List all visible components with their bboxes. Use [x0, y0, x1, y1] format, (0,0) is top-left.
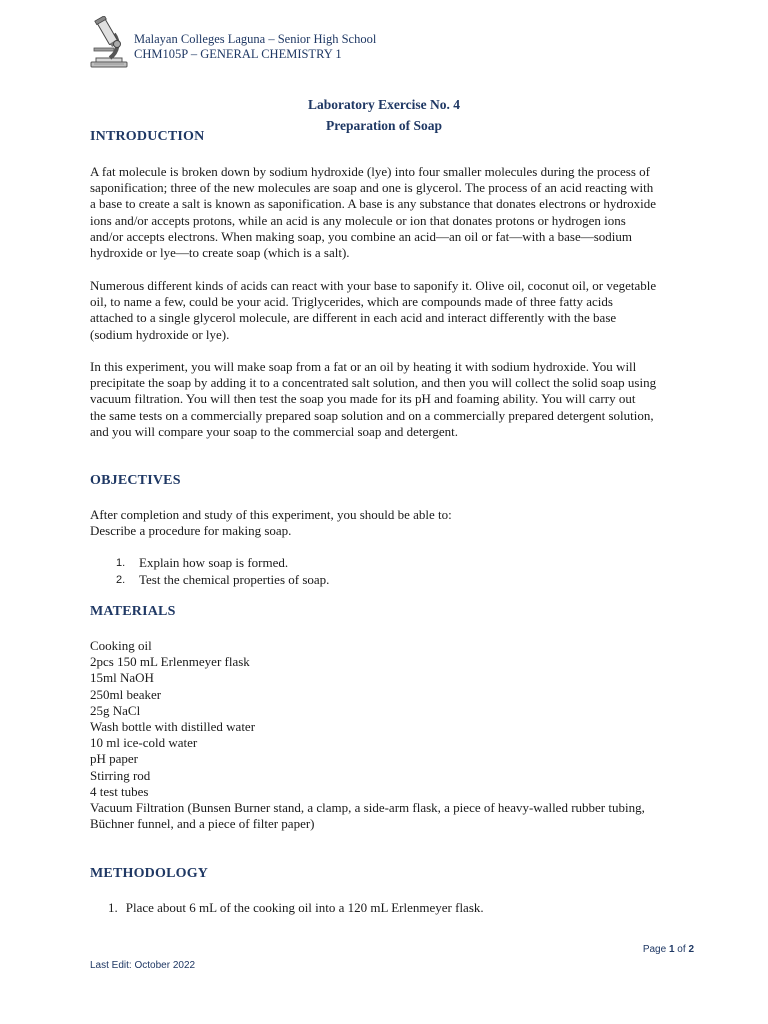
text-line: vacuum filtration. You will then test the soap you made for its pH and foaming ability. You will carry out	[90, 391, 636, 407]
introduction-paragraph-2	[90, 278, 700, 343]
page-prefix: Page	[642, 944, 669, 955]
list-item	[116, 571, 329, 588]
text-line: saponification; three of the new molecules are soap and one is glycerol. The process of an acid reacting with	[90, 180, 654, 196]
text-line: attached to a single glycerol molecule, are different in each acid and interact differently with the base	[90, 310, 617, 326]
list-item-text: Test the chemical properties of soap.	[139, 572, 330, 587]
page-current: 1	[668, 944, 675, 955]
header-text	[134, 32, 376, 62]
step-text: Place about 6 mL of the cooking oil into a 120 mL Erlenmeyer flask.	[125, 900, 484, 915]
methodology-heading: METHODOLOGY	[90, 866, 209, 881]
last-edit: Last Edit: October 2022	[90, 960, 196, 971]
list-number: 1.	[116, 557, 126, 569]
title-line-2: Preparation of Soap	[325, 118, 442, 133]
text-line: After completion and study of this experiment, you should be able to:	[90, 507, 452, 522]
text-line: and/or accepts electrons. When making soap, you combine an acid—an oil or fat—with a base—sodium	[90, 228, 632, 244]
list-item	[116, 554, 329, 571]
material-item: 10 ml ice-cold water	[90, 735, 198, 751]
material-item: Stirring rod	[90, 767, 151, 783]
material-item: Cooking oil	[90, 638, 152, 653]
page-number	[643, 944, 694, 955]
title-line-1: Laboratory Exercise No. 4	[308, 97, 460, 112]
page-total: 2	[688, 944, 694, 955]
text-line: the same tests on a commercially prepared soap solution and on a commercially prepared detergent solution,	[90, 407, 654, 423]
materials-list	[90, 638, 645, 832]
text-line: In this experiment, you will make soap from a fat or an oil by heating it with sodium hydroxide. You will	[90, 359, 637, 374]
introduction-paragraph-1	[90, 164, 700, 261]
materials-heading: MATERIALS	[90, 604, 176, 619]
material-item: 15ml NaOH	[90, 670, 154, 686]
material-item: Büchner funnel, and a piece of filter paper)	[90, 816, 315, 832]
text-line: a base to create a salt is known as saponification. A base is any substance that donates electrons or hydroxide	[90, 196, 657, 212]
text-line: (sodium hydroxide or lye).	[90, 326, 230, 342]
material-item: 2pcs 150 mL Erlenmeyer flask	[90, 654, 250, 670]
methodology-step-1	[108, 900, 484, 916]
objectives-heading: OBJECTIVES	[90, 473, 181, 488]
material-item: 250ml beaker	[90, 686, 162, 702]
objectives-list	[116, 554, 329, 588]
introduction-heading: INTRODUCTION	[90, 129, 205, 144]
page-of: of	[674, 944, 689, 955]
material-item: Vacuum Filtration (Bunsen Burner stand, a clamp, a side-arm flask, a piece of heavy-walled rubber tubing,	[90, 800, 645, 816]
text-line: ions and/or accepts protons, while an acid is any molecule or ion that donates protons or hydrogen ions	[90, 212, 626, 228]
course-code: CHM105P – GENERAL CHEMISTRY 1	[134, 47, 342, 61]
list-item-text: Explain how soap is formed.	[139, 555, 289, 570]
objectives-intro	[90, 507, 452, 539]
text-line: Describe a procedure for making soap.	[90, 523, 292, 539]
page-header	[88, 16, 408, 76]
material-item: pH paper	[90, 751, 139, 767]
text-line: A fat molecule is broken down by sodium hydroxide (lye) into four smaller molecules during the process of	[90, 164, 650, 179]
text-line: Numerous different kinds of acids can react with your base to saponify it. Olive oil, coconut oil, or vegetable	[90, 278, 657, 293]
microscope-logo-icon	[88, 16, 132, 70]
introduction-paragraph-3	[90, 359, 700, 440]
material-item: Wash bottle with distilled water	[90, 719, 256, 735]
school-name: Malayan Colleges Laguna – Senior High School	[134, 32, 377, 46]
material-item: 4 test tubes	[90, 783, 149, 799]
text-line: precipitate the soap by adding it to a concentrated salt solution, and then you will collect the solid soap using	[90, 375, 657, 391]
text-line: hydroxide or lye—to create soap (which is a salt).	[90, 245, 350, 261]
list-number: 2.	[116, 574, 126, 586]
text-line: oil, to name a few, could be your acid. Triglycerides, which are compounds made of three fatty acids	[90, 294, 613, 310]
step-number: 1.	[108, 900, 118, 915]
material-item: 25g NaCl	[90, 702, 141, 718]
text-line: and you will compare your soap to the commercial soap and detergent.	[90, 423, 458, 439]
